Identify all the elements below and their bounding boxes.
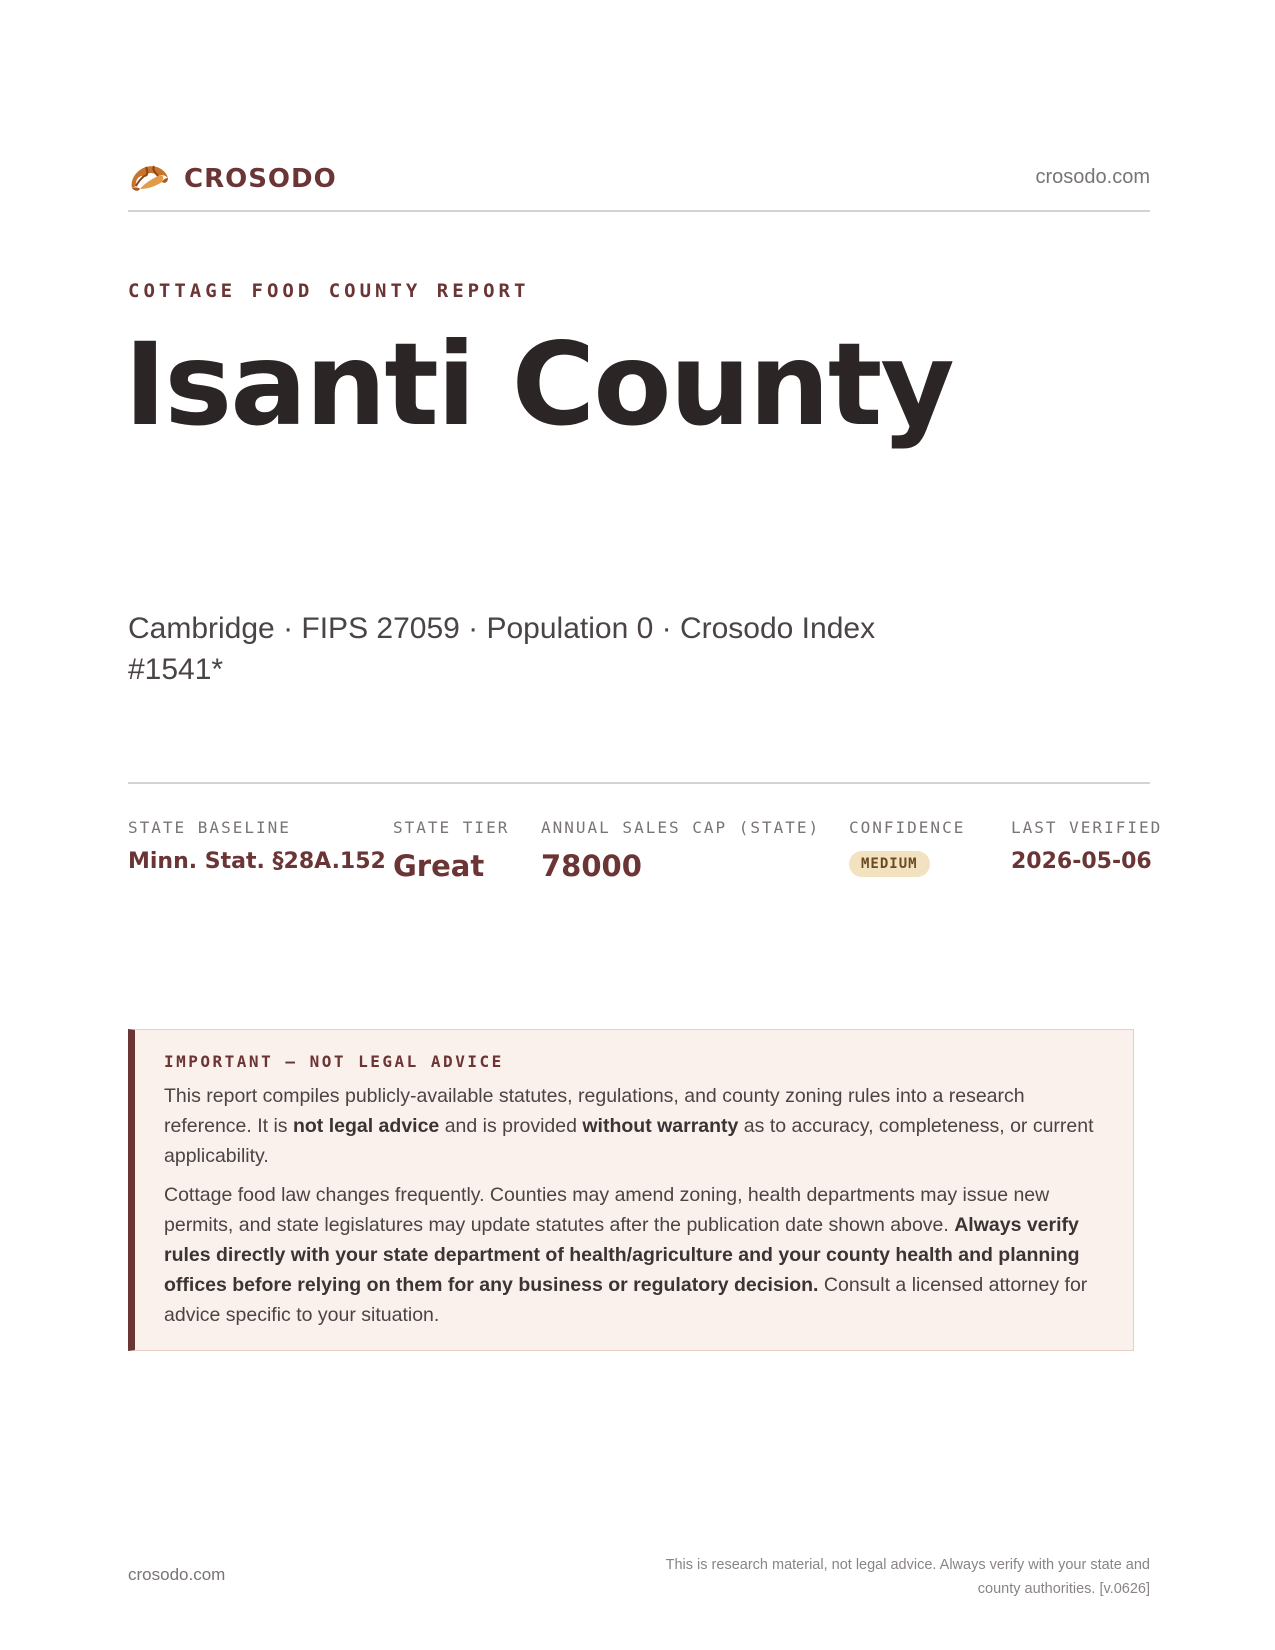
brand: [128, 158, 337, 200]
notice-paragraph-1: This report compiles publicly-available statutes, regulations, and county zoning rules into a research reference. It is not legal advice and is provided without warranty as to accuracy, completeness, or current applicability.: [164, 1085, 1094, 1167]
report-page: [124, 0, 1163, 1650]
confidence-badge: MEDIUM: [849, 851, 930, 877]
stats-divider: [128, 782, 1150, 784]
stat-state-tier: [393, 818, 509, 883]
stat-value: 2026-05-06: [1011, 849, 1152, 874]
stat-confidence: [849, 818, 965, 877]
notice-title: IMPORTANT — NOT LEGAL ADVICE: [164, 1052, 504, 1071]
stat-label: CONFIDENCE: [849, 818, 966, 837]
stat-label: ANNUAL SALES CAP (STATE): [541, 818, 821, 837]
page-title: Isanti County: [124, 318, 953, 451]
report-subtitle: Cambridge · FIPS 27059 · Population 0 · Crosodo Index #1541*: [128, 612, 876, 686]
page-header: [128, 158, 1150, 208]
croissant-icon: [128, 158, 170, 200]
stat-label: STATE TIER: [393, 818, 510, 837]
footer-disclaimer: This is research material, not legal advice. Always verify with your state and county authorities. [v.0626]: [665, 1557, 1150, 1597]
report-eyebrow: COTTAGE FOOD COUNTY REPORT: [128, 280, 530, 302]
stat-annual-sales-cap: [541, 818, 820, 883]
footer-site-link[interactable]: crosodo.com: [128, 1565, 226, 1584]
stat-state-baseline: [128, 818, 386, 874]
header-divider: [128, 210, 1150, 212]
stat-value: 78000: [541, 849, 642, 883]
notice-paragraph-2: Cottage food law changes frequently. Counties may amend zoning, health departments may issue new permits, and state legislatures may update statutes after the publication date shown above. Always verify rules directly with your state department of health/agriculture and your county health and planning offices before relying on them for any business or regulatory decision. Consult a licensed attorney for advice specific to your situation.: [164, 1184, 1088, 1326]
brand-name: CROSODO: [184, 164, 337, 194]
stat-value: Minn. Stat. §28A.152: [128, 849, 386, 874]
stat-last-verified: [1011, 818, 1162, 874]
stat-label: LAST VERIFIED: [1011, 818, 1163, 837]
stat-value: Great: [393, 849, 485, 883]
header-site-link[interactable]: crosodo.com: [1035, 166, 1150, 188]
legal-notice: [128, 1029, 1134, 1351]
stat-label: STATE BASELINE: [128, 818, 291, 837]
